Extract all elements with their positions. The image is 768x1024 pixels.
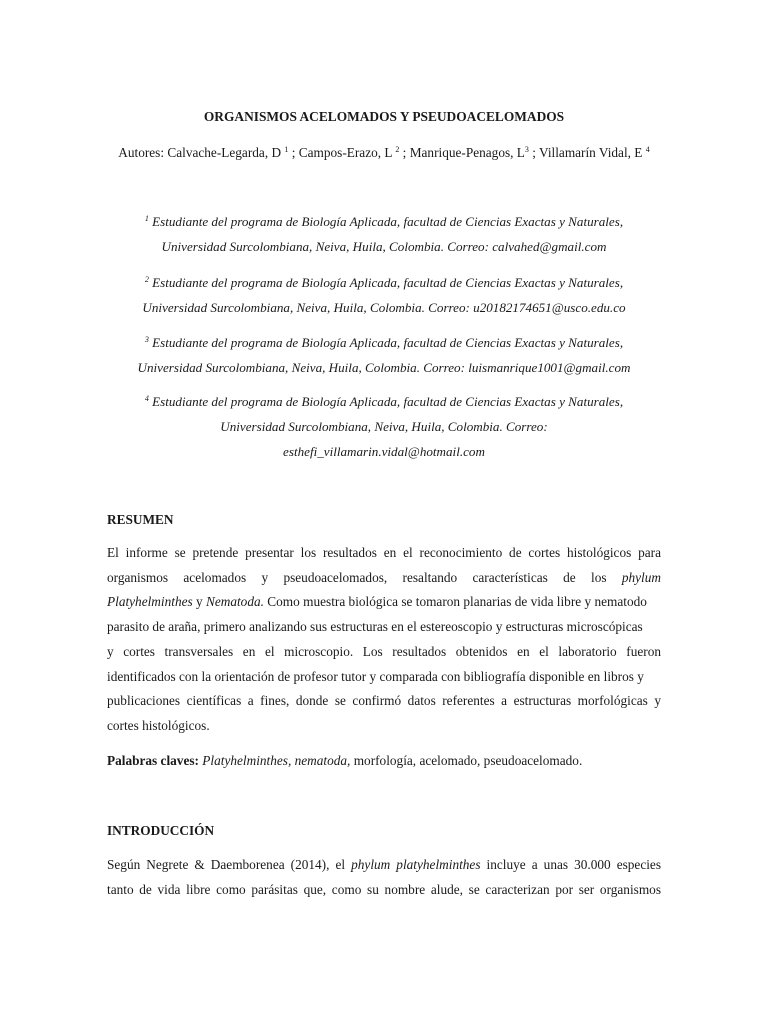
resumen-line-2 bbox=[107, 566, 661, 591]
resumen-line-6: identificados con la orientación de profesor tutor y comparada con bibliografía disponible en libros y bbox=[107, 668, 644, 684]
author-separator-2: ; Manrique-Penagos, L bbox=[399, 145, 525, 160]
resumen-line-3-text: Como muestra biológica se tomaron planarias de vida libre y nematodo bbox=[263, 594, 647, 610]
affiliation-2-line-1 bbox=[90, 270, 678, 295]
introduccion-line-1-italic: phylum platyhelminthes bbox=[351, 857, 481, 872]
resumen-line-5: y cortes transversales en el microscopio. Los resultados obtenidos en el laboratorio fueron bbox=[107, 643, 661, 659]
resumen-line-3 bbox=[107, 590, 661, 615]
author-separator-1: ; Campos-Erazo, L bbox=[288, 145, 396, 160]
keywords-label: Palabras claves: bbox=[107, 753, 199, 768]
introduccion-line-2: tanto de vida libre como parásitas que, como su nombre alude, se caracterizan por ser organismos bbox=[107, 881, 661, 897]
affiliation-3-line-2: Universidad Surcolombiana, Neiva, Huila, Colombia. Correo: luismanrique1001@gmail.com bbox=[137, 360, 631, 375]
affiliation-4-text-1: Estudiante del programa de Biología Aplicada, facultad de Ciencias Exactas y Naturales, bbox=[148, 394, 624, 409]
keywords-italic: Platyhelminthes, nematoda, bbox=[198, 753, 351, 768]
introduccion-line-1-rest: incluye a unas 30.000 especies bbox=[480, 857, 662, 872]
author-separator-3: ; Villamarín Vidal, E bbox=[528, 145, 646, 160]
author-3-marker: 3 bbox=[524, 145, 529, 154]
paper-title: ORGANISMOS ACELOMADOS Y PSEUDOACELOMADOS bbox=[203, 109, 565, 124]
affiliation-1-marker: 1 bbox=[144, 214, 149, 223]
affiliation-1-text-1: Estudiante del programa de Biología Aplicada, facultad de Ciencias Exactas y Naturales, bbox=[148, 214, 624, 229]
affiliation-4-marker: 4 bbox=[144, 394, 149, 403]
affiliation-4-line-3: esthefi_villamarin.vidal@hotmail.com bbox=[283, 444, 485, 459]
affiliation-2-marker: 2 bbox=[144, 275, 149, 284]
authors-prefix: Autores: Calvache-Legarda, D bbox=[118, 145, 285, 160]
affiliation-2-text-1: Estudiante del programa de Biología Aplicada, facultad de Ciencias Exactas y Naturales, bbox=[148, 275, 624, 290]
author-1-marker: 1 bbox=[284, 145, 289, 154]
resumen-line-3-italic-2: Nematoda. bbox=[205, 594, 264, 610]
resumen-heading: RESUMEN bbox=[107, 512, 174, 527]
resumen-line-7: publicaciones científicas a fines, donde se confirmó datos referentes a estructuras morfológicas y bbox=[107, 693, 661, 709]
author-line bbox=[0, 145, 768, 161]
introduccion-line-1 bbox=[107, 853, 661, 878]
keywords-line bbox=[107, 753, 582, 769]
introduccion-heading: INTRODUCCIÓN bbox=[107, 823, 215, 838]
affiliation-4-line-1 bbox=[90, 389, 678, 414]
resumen-line-1: El informe se pretende presentar los resultados en el reconocimiento de cortes histológicos para bbox=[107, 545, 661, 560]
affiliation-4 bbox=[90, 389, 678, 464]
affiliation-3-text-1: Estudiante del programa de Biología Aplicada, facultad de Ciencias Exactas y Naturales, bbox=[148, 335, 624, 350]
introduccion-line-1-text: Según Negrete & Daemborenea (2014), el bbox=[107, 857, 352, 872]
affiliation-1-line-1 bbox=[90, 209, 678, 234]
author-4-marker: 4 bbox=[645, 145, 650, 154]
resumen-paragraph bbox=[107, 541, 661, 739]
affiliation-3-line-1 bbox=[90, 330, 678, 355]
affiliation-2-line-2: Universidad Surcolombiana, Neiva, Huila, Colombia. Correo: u20182174651@usco.edu.co bbox=[142, 300, 626, 315]
keywords-rest: morfología, acelomado, pseudoacelomado. bbox=[350, 753, 583, 768]
affiliation-1 bbox=[90, 209, 678, 259]
resumen-line-2-text: organismos acelomados y pseudoacelomados, resaltando características de los bbox=[107, 569, 622, 585]
resumen-line-4: parasito de araña, primero analizando sus estructuras en el estereoscopio y estructuras microscópicas bbox=[107, 619, 643, 635]
affiliation-4-line-2: Universidad Surcolombiana, Neiva, Huila, Colombia. Correo: bbox=[220, 419, 548, 434]
affiliation-3 bbox=[90, 330, 678, 380]
resumen-line-2-italic: phylum bbox=[621, 569, 661, 585]
author-2-marker: 2 bbox=[395, 145, 400, 154]
resumen-line-3-italic-1: Platyhelminthes bbox=[107, 594, 193, 610]
resumen-line-3-and: y bbox=[192, 594, 206, 610]
affiliation-3-marker: 3 bbox=[144, 335, 149, 344]
introduccion-paragraph bbox=[107, 853, 661, 902]
affiliation-1-line-2: Universidad Surcolombiana, Neiva, Huila, Colombia. Correo: calvahed@gmail.com bbox=[161, 239, 607, 254]
resumen-line-8: cortes histológicos. bbox=[107, 717, 210, 733]
affiliation-2 bbox=[90, 270, 678, 320]
